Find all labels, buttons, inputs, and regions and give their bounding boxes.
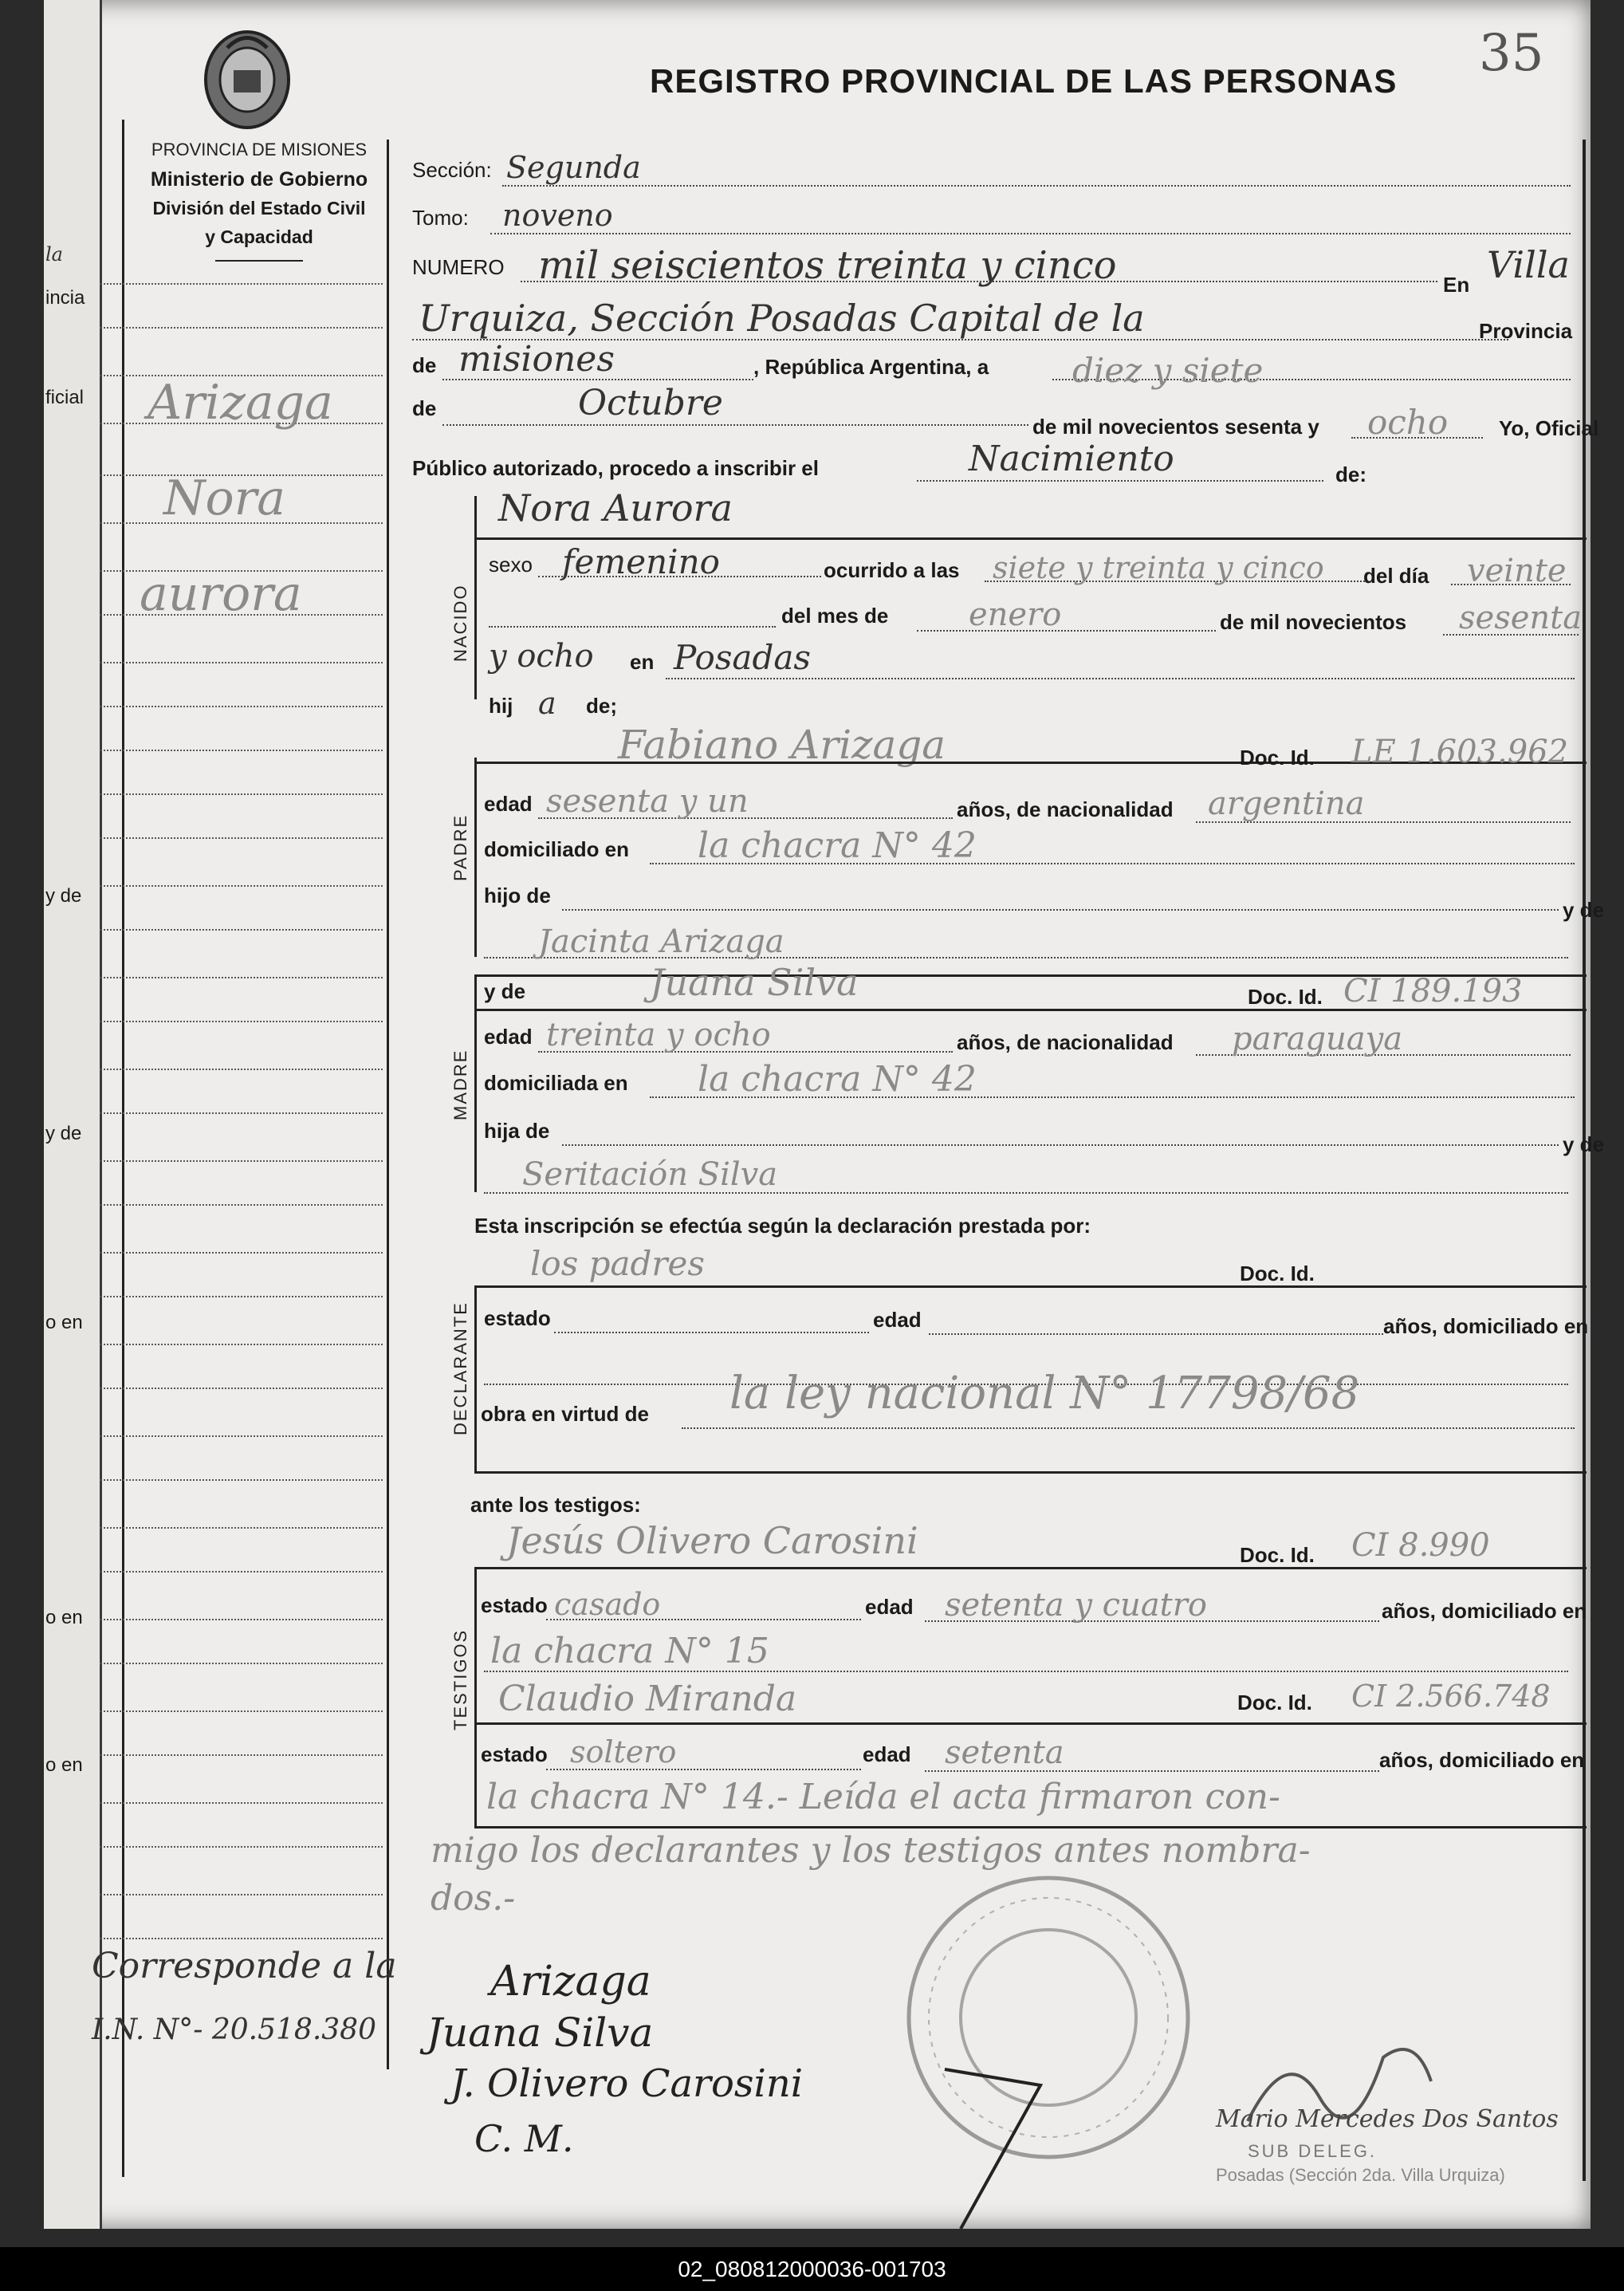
madre-doc-label: Doc. Id. [1248, 985, 1323, 1009]
year-label: de mil novecientos sesenta y [1032, 415, 1319, 439]
ocurrido-label: ocurrido a las [824, 558, 960, 582]
testigo-2-edad: setenta [945, 1734, 1064, 1771]
margin-line [100, 1802, 383, 1804]
madre-edad-label: edad [484, 1025, 533, 1049]
division-name-2: y Capacidad [205, 226, 313, 247]
signature-4: C. M. [474, 2117, 574, 2160]
margin-line [100, 1296, 383, 1297]
publico-label: Público autorizado, procedo a inscribir el [412, 456, 819, 480]
mes-label: del mes de [781, 604, 889, 628]
madre-dom-label: domiciliada en [484, 1071, 628, 1095]
signature-1: Arizaga [490, 1958, 651, 2006]
margin-line [100, 1021, 383, 1022]
de-label: de [412, 353, 437, 377]
madre-yde-label: y de [484, 979, 526, 1003]
sexo-value: femenino [562, 542, 720, 581]
margin-note: Corresponde a la [92, 1946, 397, 1986]
right-rule [1583, 140, 1586, 2181]
declarante-name: los padres [530, 1244, 705, 1283]
hij-de-label: de; [586, 694, 617, 718]
mil-label: de mil novecientos [1220, 610, 1407, 634]
padre-hijo-label: hijo de [484, 884, 551, 907]
acto-value: Nacimiento [969, 439, 1174, 479]
margin-surname: Arizaga [147, 375, 333, 431]
margin-name-1: Nora [163, 470, 286, 526]
margin-line [100, 977, 383, 978]
testigo-1-edad-label: edad [865, 1595, 914, 1619]
testigo-1-dom: la chacra N° 15 [490, 1631, 769, 1671]
form-line [490, 233, 1571, 234]
margin-line [100, 929, 383, 931]
padre-section-label: PADRE [450, 813, 470, 881]
division-name: División del Estado Civil [152, 198, 366, 218]
margin-line [100, 706, 383, 707]
margin-line [100, 1252, 383, 1254]
left-fragment: ficial [45, 387, 85, 408]
testigo-2-name: Claudio Miranda [498, 1679, 797, 1719]
margin-line [100, 1938, 383, 1939]
tomo-value: noveno [502, 198, 613, 233]
form-line [489, 626, 776, 628]
testigo-1-doc: CI 8.990 [1351, 1527, 1490, 1564]
padre-edad-value: sesenta y un [546, 783, 749, 820]
testigo-1-edad: setenta y cuatro [945, 1587, 1207, 1624]
testigos-section-label: TESTIGOS [450, 1628, 470, 1730]
testigo-1-estado-label: estado [481, 1593, 548, 1617]
en-label: En [1443, 273, 1470, 297]
nacido-name: Nora Aurora [498, 486, 733, 529]
lugar-value: Posadas [674, 638, 811, 677]
form-line [554, 1332, 869, 1333]
divider [215, 260, 303, 262]
form-line [917, 630, 1216, 632]
padre-doc-label: Doc. Id. [1240, 746, 1315, 770]
margin-line [100, 885, 383, 887]
padre-dom-label: domiciliado en [484, 837, 630, 861]
margin-line [100, 1663, 383, 1664]
seccion-label: Sección: [412, 158, 492, 182]
left-fragment: o en [45, 1754, 83, 1776]
closing-line-1: migo los declarantes y los testigos antes nombra- [431, 1830, 1311, 1871]
testigo-2-doc-label: Doc. Id. [1237, 1691, 1312, 1714]
sexo-label: sexo [489, 553, 533, 577]
dia-value: veinte [1467, 553, 1567, 589]
numero-value: mil seiscientos treinta y cinco [538, 243, 1117, 288]
page-title: REGISTRO PROVINCIAL DE LAS PERSONAS [650, 62, 1398, 100]
ministry-name: Ministerio de Gobierno [150, 168, 368, 191]
margin-line [100, 1571, 383, 1573]
testigo-2-edad-label: edad [863, 1742, 911, 1766]
form-line [917, 480, 1323, 482]
testigo-1-dom-label: años, domiciliado en [1382, 1599, 1587, 1623]
republica-label: , República Argentina, a [753, 355, 989, 379]
nacido-section-label: NACIDO [450, 584, 470, 662]
madre-nac-value: paraguaya [1232, 1021, 1403, 1057]
margin-line [100, 1344, 383, 1345]
province-name: PROVINCIA DE MISIONES [151, 140, 368, 159]
left-fragment: o en [45, 1607, 83, 1628]
padre-nac-value: argentina [1208, 785, 1365, 822]
hij-value: a [538, 686, 556, 721]
section-rule [474, 1009, 1587, 1011]
margin-line [100, 793, 383, 795]
declarante-section-label: DECLARANTE [450, 1301, 470, 1435]
image-id-footer: 02_080812000036-001703 [0, 2247, 1624, 2291]
left-page-edge [44, 0, 102, 2229]
section-bar [474, 496, 477, 699]
year-value: ocho [1367, 403, 1449, 442]
testigo-2-dom: la chacra N° 14.- Leída el acta firmaron con- [486, 1777, 1280, 1817]
form-line [562, 909, 1559, 911]
padre-edad-label: edad [484, 792, 533, 816]
form-line [502, 185, 1571, 187]
margin-line [100, 662, 383, 663]
de2-label: de [412, 396, 437, 420]
declarante-edad-label: edad [873, 1308, 922, 1332]
declarante-intro: Esta inscripción se efectúa según la declaración prestada por: [474, 1214, 1091, 1238]
document-page [44, 0, 1605, 2229]
declarante-estado-label: estado [484, 1306, 551, 1330]
section-rule [474, 1826, 1587, 1828]
section-bar [474, 758, 477, 957]
form-line [666, 678, 1575, 679]
madre-padres-value: Seritación Silva [522, 1156, 778, 1193]
hij-label: hij [489, 694, 513, 718]
margin-line [100, 750, 383, 751]
margin-note-number: I.N. N°- 20.518.380 [92, 2013, 376, 2046]
testigos-intro: ante los testigos: [470, 1493, 641, 1517]
margin-line [100, 1160, 383, 1162]
anio-value: sesenta [1459, 600, 1583, 636]
left-fragment: incia [45, 287, 85, 309]
padre-doc-value: LE 1.603.962 [1351, 734, 1569, 770]
de3-label: de: [1335, 463, 1366, 486]
margin-line [100, 1619, 383, 1620]
tomo-label: Tomo: [412, 206, 469, 230]
oficial-label: Yo, Oficial [1499, 416, 1599, 440]
form-line [442, 424, 1028, 426]
declarante-dom-label: años, domiciliado en [1383, 1314, 1589, 1338]
padre-nac-label: años, de nacionalidad [957, 797, 1174, 821]
left-fragment: y de [45, 1123, 82, 1144]
day-value: diez y siete [1072, 351, 1264, 390]
section-bar [474, 1567, 477, 1826]
madre-nac-label: años, de nacionalidad [957, 1030, 1174, 1054]
de-value: misiones [458, 339, 615, 380]
margin-line [100, 327, 383, 329]
margin-line [100, 1894, 383, 1895]
margin-line [100, 837, 383, 839]
padre-padres-value: Jacinta Arizaga [538, 923, 784, 960]
dia-label: del día [1363, 564, 1429, 588]
hora-value: siete y treinta y cinco [993, 550, 1324, 585]
page-number: 35 [1479, 24, 1544, 83]
margin-name-2: aurora [140, 566, 302, 622]
form-line [682, 1427, 1575, 1429]
margin-line [100, 1710, 383, 1712]
closing-line-2: dos.- [431, 1878, 516, 1919]
testigo-2-dom-label: años, domiciliado en [1379, 1748, 1585, 1772]
numero-label: NUMERO [412, 255, 505, 279]
official-name: Mario Mercedes Dos Santos [1216, 2105, 1559, 2133]
provincia-label: Provincia [1479, 319, 1573, 343]
declarante-doc-label: Doc. Id. [1240, 1262, 1315, 1285]
anio-value-2: y ocho [489, 638, 594, 675]
madre-yde2-label: y de [1563, 1132, 1605, 1156]
margin-line [100, 283, 383, 285]
section-rule [474, 1285, 1587, 1288]
official-title: SUB DELEG. [1248, 2141, 1378, 2161]
padre-name: Fabiano Arizaga [618, 722, 946, 768]
signature-3: J. Olivero Carosini [450, 2061, 804, 2106]
place-value: Urquiza, Sección Posadas Capital de la [419, 297, 1145, 340]
signature-stroke [937, 2053, 1048, 2237]
en-value: Villa [1487, 243, 1570, 286]
margin-rule [387, 140, 389, 2069]
section-bar [474, 1285, 477, 1473]
official-office: Posadas (Sección 2da. Villa Urquiza) [1216, 2165, 1505, 2185]
seccion-value: Segunda [506, 150, 641, 185]
madre-name: Juana Silva [650, 961, 859, 1004]
margin-line [100, 1527, 383, 1529]
margin-line [100, 1388, 383, 1389]
province-crest-icon [195, 24, 299, 136]
obra-value: la ley nacional N° 17798/68 [729, 1368, 1360, 1419]
margin-line [100, 1846, 383, 1848]
testigo-1-estado: casado [554, 1587, 661, 1622]
left-fragment: o en [45, 1312, 83, 1333]
month-value: Octubre [578, 383, 723, 423]
madre-hija-label: hija de [484, 1119, 550, 1143]
obra-label: obra en virtud de [481, 1402, 649, 1426]
mes-value: enero [969, 596, 1062, 633]
section-rule [474, 1722, 1587, 1725]
form-line [562, 1144, 1559, 1146]
madre-doc-value: CI 189.193 [1343, 973, 1523, 1010]
testigo-2-estado: soltero [570, 1734, 677, 1769]
form-line [929, 1333, 1383, 1335]
signature-2: Juana Silva [427, 2010, 654, 2056]
margin-line [100, 1112, 383, 1114]
section-rule [474, 537, 1587, 540]
madre-section-label: MADRE [450, 1049, 470, 1120]
padre-yde-label: y de [1563, 898, 1605, 922]
padre-dom-value: la chacra N° 42 [698, 825, 977, 866]
madre-dom-value: la chacra N° 42 [698, 1059, 977, 1100]
margin-line [100, 1479, 383, 1481]
section-rule [474, 1471, 1587, 1474]
margin-line [100, 1069, 383, 1070]
madre-edad-value: treinta y ocho [546, 1017, 771, 1053]
testigo-1-doc-label: Doc. Id. [1240, 1543, 1315, 1567]
margin-line [100, 1754, 383, 1756]
testigo-2-doc: CI 2.566.748 [1351, 1679, 1551, 1714]
section-rule [474, 1567, 1587, 1569]
testigo-1-name: Jesús Olivero Carosini [506, 1519, 918, 1562]
margin-rule [122, 120, 124, 2177]
nacido-en-label: en [630, 650, 655, 674]
margin-line [100, 1435, 383, 1437]
testigo-2-estado-label: estado [481, 1742, 548, 1766]
margin-line [100, 1204, 383, 1206]
left-fragment: la [45, 243, 63, 266]
left-fragment: y de [45, 885, 82, 907]
